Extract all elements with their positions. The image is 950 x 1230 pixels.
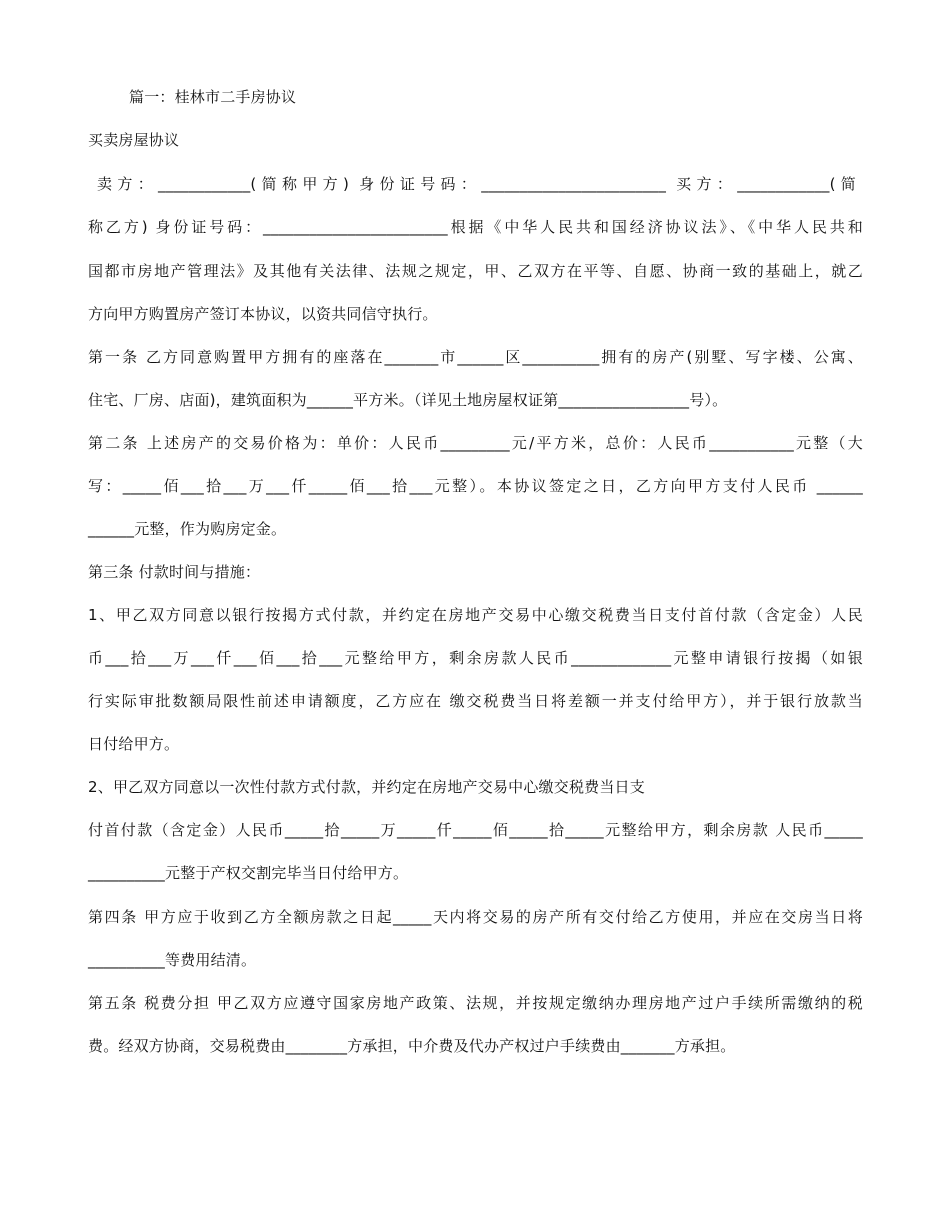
article-3-item-2: 2、甲乙双方同意以一次性付款方式付款，并约定在房地产交易中心缴交税费当日支 bbox=[88, 778, 645, 796]
article-3-item-2: __________元整于产权交割完毕当日付给甲方。 bbox=[88, 864, 409, 882]
paragraph-line: 国都市房地产管理法》及其他有关法律、法规之规定，甲、乙双方在平等、自愿、协商一致的基础上，就乙 bbox=[88, 262, 863, 280]
article-2-line: 第二条 上述房产的交易价格为：单价：人民币_________元/平方米，总价：人民币___________元整（大 bbox=[88, 434, 863, 452]
article-3-item-1: 行实际审批数额局限性前述申请额度，乙方应在 缴交税费当日将差额一并支付给甲方），并于银行放款当 bbox=[88, 692, 863, 710]
article-4-line: __________等费用结清。 bbox=[88, 951, 257, 969]
document-heading: 篇一：桂林市二手房协议 bbox=[129, 88, 297, 106]
paragraph-line: 卖方：____________(简称甲方) 身份证号码：________________________ 买方：____________(简 bbox=[97, 175, 856, 193]
article-5-line: 费。经双方协商，交易税费由________方承担，中介费及代办产权过户手续费由_______方承担。 bbox=[88, 1037, 736, 1055]
paragraph-line: 称乙方) 身份证号码：________________________根据《中华人民共和国经济协议法》、《中华人民共和 bbox=[88, 218, 863, 236]
article-1-line: 住宅、厂房、店面)，建筑面积为______平方米。（详见土地房屋权证第_________________号）。 bbox=[88, 391, 728, 409]
article-4-line: 第四条 甲方应于收到乙方全额房款之日起_____天内将交易的房产所有交付给乙方使用，并应在交房当日将 bbox=[88, 908, 863, 926]
article-2-line: ______元整，作为购房定金。 bbox=[88, 520, 287, 538]
article-2-line: 写：_____佰___拾___万___仟_____佰___拾___元整）。本协议签定之日，乙方向甲方支付人民币 ______ bbox=[88, 477, 863, 495]
article-3-item-1: 币___拾___万___仟___佰___拾___元整给甲方，剩余房款人民币_____________元整申请银行按揭（如银 bbox=[88, 649, 863, 667]
paragraph-line: 方向甲方购置房产签订本协议，以资共同信守执行。 bbox=[88, 305, 438, 323]
article-5-line: 第五条 税费分担 甲乙双方应遵守国家房地产政策、法规，并按规定缴纳办理房地产过户手续所需缴纳的税 bbox=[88, 994, 863, 1012]
article-1-line: 第一条 乙方同意购置甲方拥有的座落在_______市______区__________拥有的房产(别墅、写字楼、公寓、 bbox=[88, 348, 863, 366]
article-3-item-1: 日付给甲方。 bbox=[88, 735, 180, 753]
article-3-item-2: 付首付款（含定金）人民币_____拾_____万_____仟_____佰_____拾_____元整给甲方，剩余房款 人民币_____ bbox=[88, 821, 863, 839]
article-3-title: 第三条 付款时间与措施： bbox=[88, 563, 261, 581]
article-3-item-1: 1、甲乙双方同意以银行按揭方式付款，并约定在房地产交易中心缴交税费当日支付首付款（含定金）人民 bbox=[88, 606, 863, 624]
document-title: 买卖房屋协议 bbox=[88, 131, 180, 149]
